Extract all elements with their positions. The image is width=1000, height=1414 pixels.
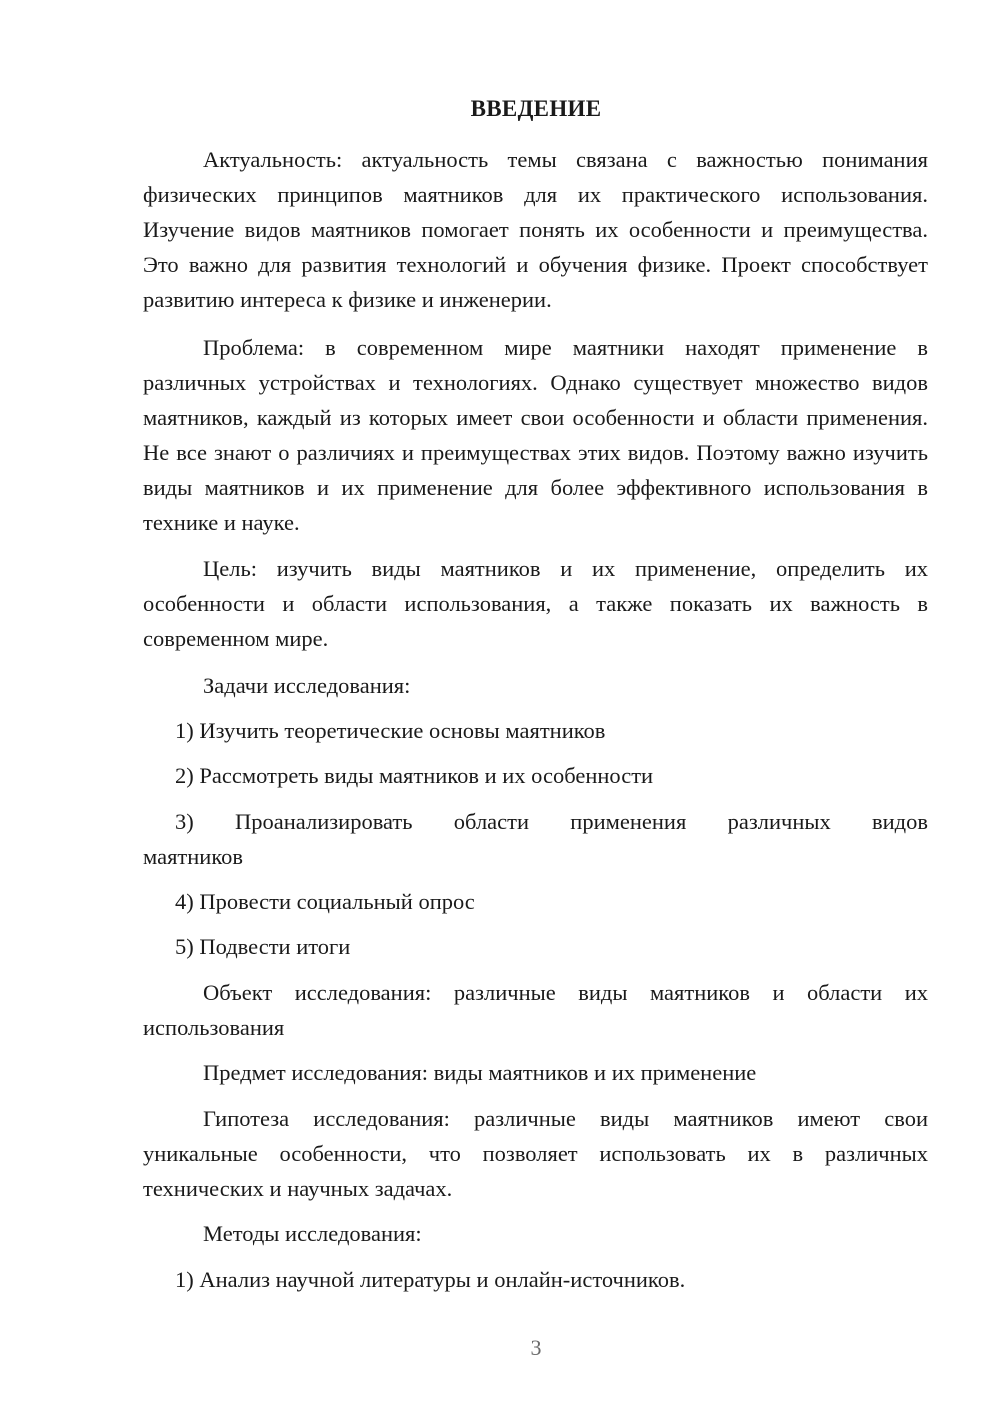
task-item-5: 5) Подвести итоги	[175, 934, 351, 959]
subject-paragraph: Предмет исследования: виды маятников и их применение	[203, 1060, 757, 1085]
page-number: 3	[530, 1335, 542, 1360]
task-item-1: 1) Изучить теоретические основы маятников	[175, 718, 606, 743]
object-paragraph: Объект исследования: различные виды маятников и области их использования	[143, 980, 928, 1040]
method-item-1: 1) Анализ научной литературы и онлайн-источников.	[175, 1267, 686, 1292]
page-title: ВВЕДЕНИЕ	[470, 96, 602, 121]
problem-paragraph: Проблема: в современном мире маятники находят применение в различных устройствах и технологиях. Однако существует множество видов маятников, каждый из которых имеет свои особенности и области применения. Не все знают о различиях и преимуществах этих видов. Поэтому важно изучить виды маятников и их применение для более эффективного использования в технике и науке.	[143, 335, 928, 535]
goal-paragraph: Цель: изучить виды маятников и их применение, определить их особенности и области использования, а также показать их важность в современном мире.	[143, 556, 928, 651]
hypothesis-paragraph: Гипотеза исследования: различные виды маятников имеют свои уникальные особенности, что позволяет использовать их в различных технических и научных задачах.	[143, 1106, 928, 1201]
relevance-paragraph: Актуальность: актуальность темы связана с важностью понимания физических принципов маятников для их практического использования. Изучение видов маятников помогает понять их особенности и преимущества. Это важно для развития технологий и обучения физике. Проект способствует развитию интереса к физике и инженерии.	[143, 147, 928, 312]
task-item-3: 3) Проанализировать области применения различных видов маятников	[143, 809, 928, 869]
tasks-heading: Задачи исследования:	[203, 673, 411, 698]
methods-heading: Методы исследования:	[203, 1221, 422, 1246]
task-item-2: 2) Рассмотреть виды маятников и их особенности	[175, 763, 654, 788]
task-item-4: 4) Провести социальный опрос	[175, 889, 475, 914]
